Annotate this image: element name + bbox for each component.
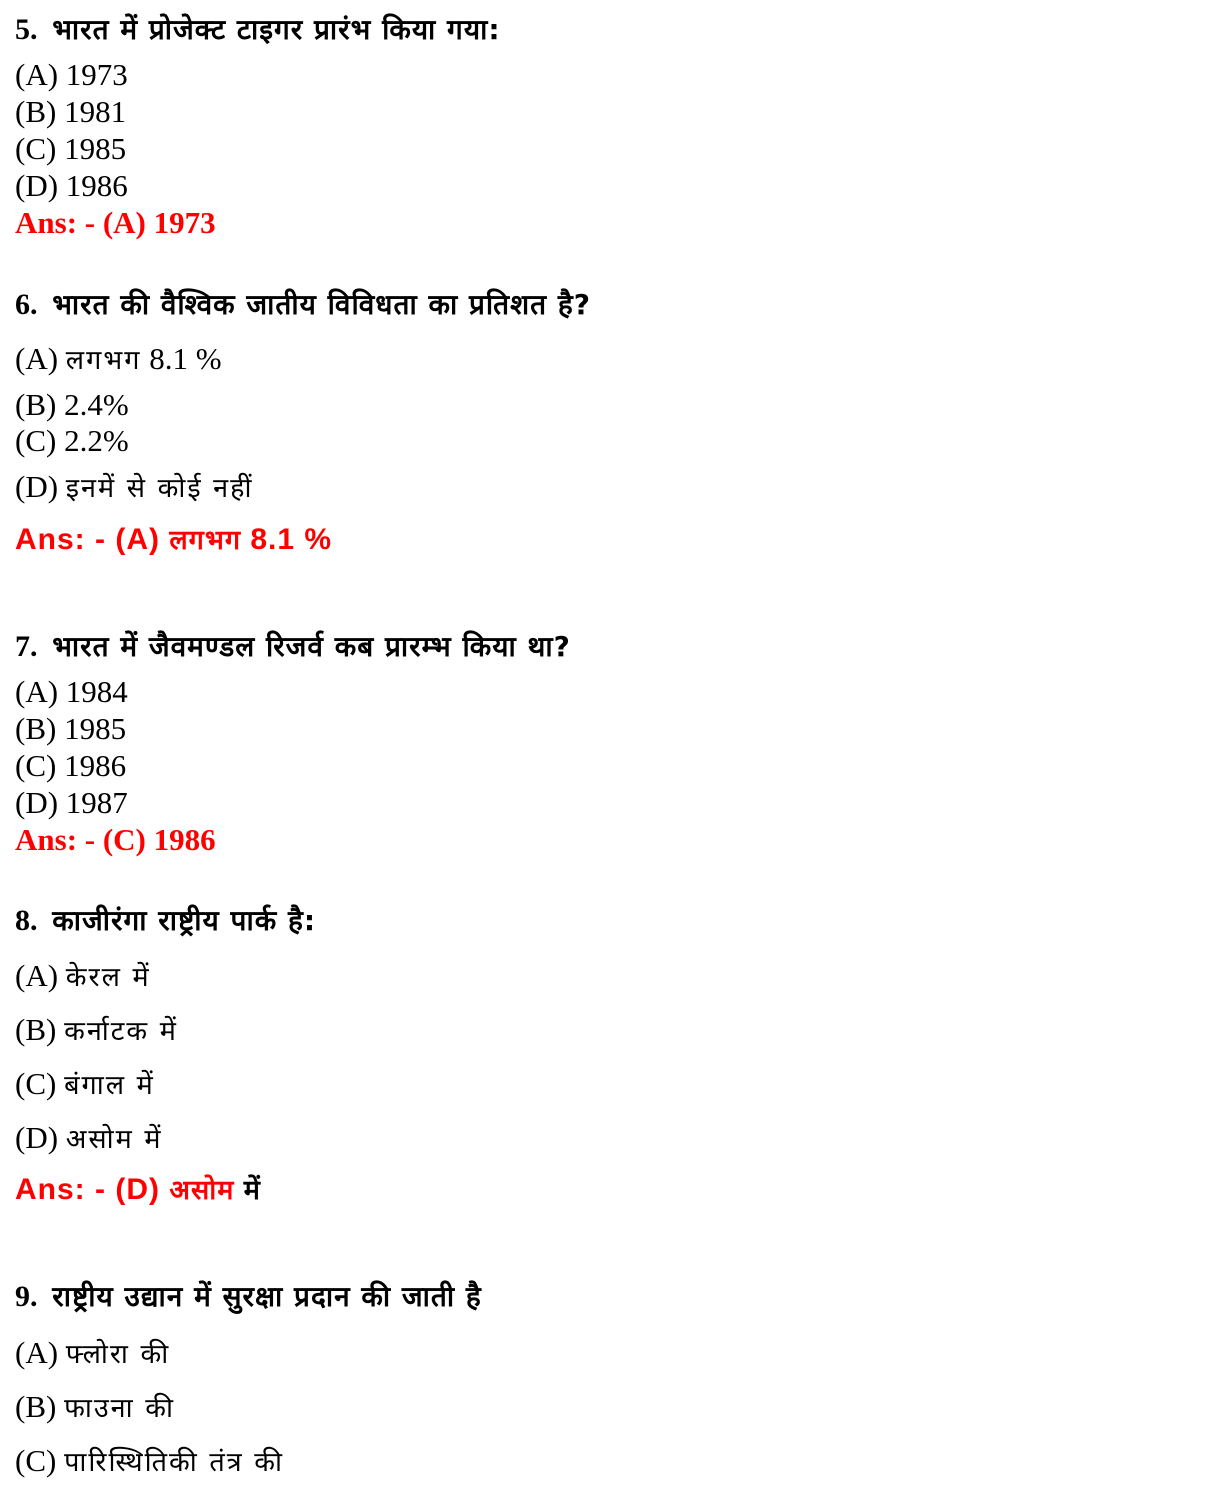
option-letter: (C) [15, 131, 57, 166]
option-b [15, 389, 129, 420]
option-text: 1981 [64, 94, 127, 129]
option-text: 2.2% [64, 423, 129, 458]
question-number: 6. [15, 288, 38, 321]
option-text: फाउना की [64, 1393, 175, 1424]
answer-line: Ans: - (A) 1973 [15, 205, 216, 240]
option-letter: (B) [15, 94, 57, 129]
question-number: 7. [15, 630, 38, 663]
option-a [15, 960, 151, 991]
option-text: असोम में [65, 1124, 163, 1155]
option-text: 1984 [65, 674, 128, 709]
answer-line: Ans: - (C) 1986 [15, 822, 216, 857]
option-text: 1985 [64, 711, 127, 746]
option-a [15, 343, 222, 374]
option-letter: (B) [15, 387, 57, 422]
option-letter: (B) [15, 711, 57, 746]
option-a [15, 676, 128, 707]
option-text: 1985 [64, 131, 127, 166]
option-text: लगभग [65, 345, 142, 376]
option-letter: (C) [15, 1066, 57, 1101]
option-text: 1973 [65, 57, 128, 92]
option-d [15, 1122, 163, 1153]
answer-suffix: में [243, 1175, 261, 1206]
answer-line [15, 525, 332, 555]
option-c [15, 750, 126, 781]
question-text: भारत में प्रोजेक्ट टाइगर प्रारंभ किया गया: [52, 13, 501, 46]
answer-text: लगभग [169, 525, 242, 556]
question-number: 5. [15, 13, 38, 46]
option-text: 1986 [65, 168, 128, 203]
question-9 [15, 1282, 482, 1312]
question-number: 9. [15, 1280, 38, 1313]
option-b [15, 96, 126, 127]
option-text: कर्नाटक में [64, 1016, 178, 1047]
option-letter: (D) [15, 785, 59, 820]
option-a [15, 59, 128, 90]
question-text: राष्ट्रीय उद्यान में सुरक्षा प्रदान की जाती है [52, 1280, 482, 1313]
option-letter: (A) [15, 341, 59, 376]
option-letter: (C) [15, 1443, 57, 1478]
option-letter: (D) [15, 1120, 59, 1155]
option-letter: (B) [15, 1012, 57, 1047]
question-text: काजीरंगा राष्ट्रीय पार्क है: [52, 904, 317, 937]
option-c [15, 1445, 284, 1476]
option-b [15, 1014, 178, 1045]
answer-value: 8.1 % [250, 523, 333, 556]
option-a [15, 1337, 170, 1368]
option-text: पारिस्थितिकी तंत्र की [64, 1447, 284, 1478]
question-8 [15, 906, 316, 936]
option-letter: (B) [15, 1389, 57, 1424]
question-text: भारत की वैश्विक जातीय विविधता का प्रतिशत है? [52, 288, 591, 321]
option-text: बंगाल में [64, 1070, 155, 1101]
option-b [15, 713, 126, 744]
option-letter: (A) [15, 958, 59, 993]
option-d [15, 787, 128, 818]
answer-prefix: Ans: - (D) [15, 1173, 160, 1206]
option-text: 8.1 % [149, 341, 222, 376]
option-text: फ्लोरा की [65, 1339, 171, 1370]
question-6 [15, 290, 591, 320]
question-number: 8. [15, 904, 38, 937]
option-d [15, 170, 128, 201]
option-letter: (C) [15, 748, 57, 783]
option-text: 1987 [65, 785, 128, 820]
option-c [15, 1068, 155, 1099]
option-b [15, 1391, 175, 1422]
question-5 [15, 15, 501, 45]
question-text: भारत में जैवमण्डल रिजर्व कब प्रारम्भ किया था? [52, 630, 571, 663]
option-text: 1986 [64, 748, 127, 783]
answer-line [15, 1175, 261, 1205]
answer-prefix: Ans: - (A) [15, 523, 160, 556]
option-letter: (D) [15, 469, 59, 504]
option-c [15, 133, 126, 164]
option-text: 2.4% [64, 387, 129, 422]
answer-text: असोम [169, 1175, 235, 1206]
option-letter: (A) [15, 57, 59, 92]
option-letter: (C) [15, 423, 57, 458]
option-letter: (A) [15, 1335, 59, 1370]
question-7 [15, 632, 571, 662]
option-d [15, 471, 254, 502]
option-text: इनमें से कोई नहीं [65, 473, 254, 504]
option-text: केरल में [65, 962, 151, 993]
option-c [15, 425, 129, 456]
option-letter: (A) [15, 674, 59, 709]
option-letter: (D) [15, 168, 59, 203]
